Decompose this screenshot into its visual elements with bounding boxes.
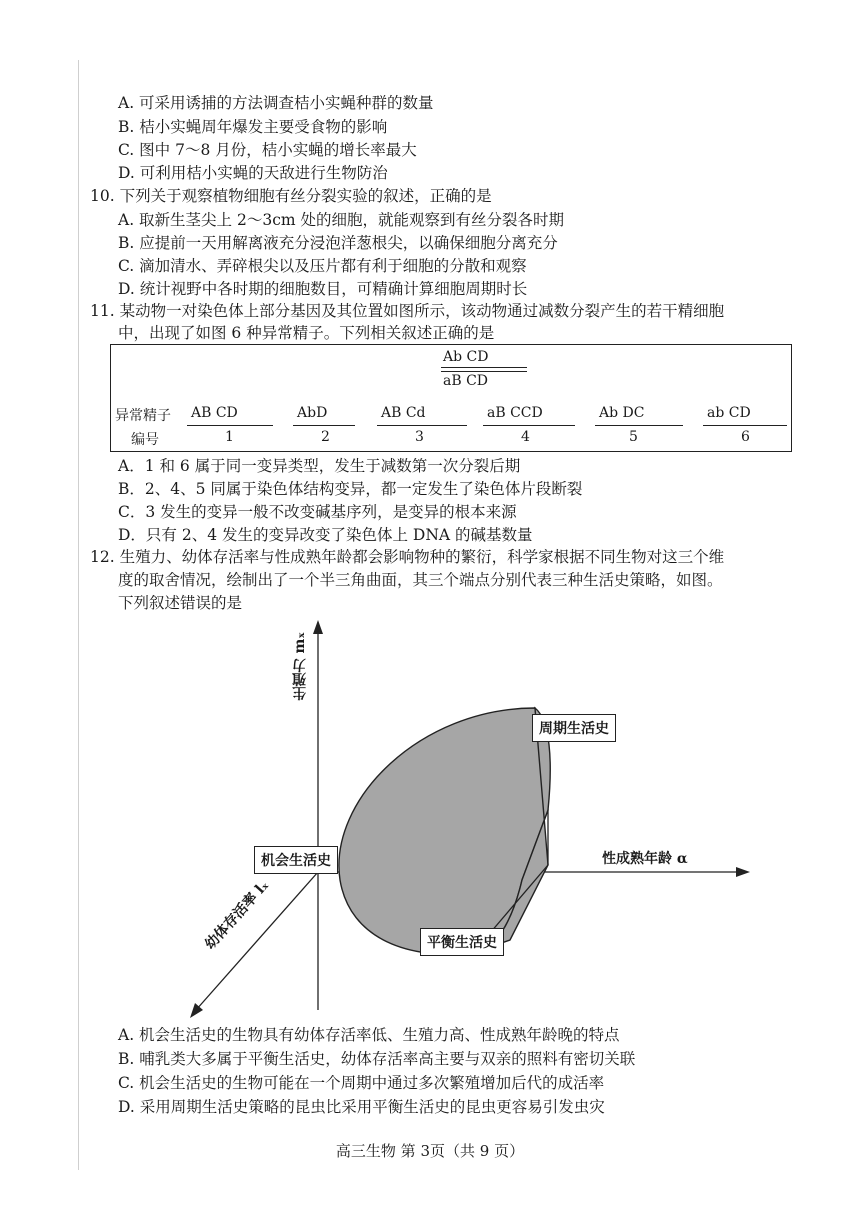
label-equilibrium: 平衡生活史 — [420, 928, 504, 956]
sperm-6-line — [703, 425, 787, 426]
sperm-5-line — [595, 425, 683, 426]
sperm-3: AB Cd — [381, 405, 426, 421]
q9-option-d: D. 可利用桔小实蝇的天敌进行生物防治 — [118, 164, 388, 182]
sperm-6: ab CD — [707, 405, 751, 421]
q11-option-b: B．2、4、5 同属于染色体结构变异，都一定发生了染色体片段断裂 — [118, 480, 583, 498]
label-periodic: 周期生活史 — [532, 714, 616, 742]
number-6: 6 — [741, 429, 750, 445]
chromosome-bottom: aB CD — [443, 373, 489, 389]
row-label-number: 编号 — [131, 432, 159, 448]
q12-option-c: C. 机会生活史的生物可能在一个周期中通过多次繁殖增加后代的成活率 — [118, 1074, 605, 1092]
sperm-2-line — [293, 425, 355, 426]
q10-option-d: D. 统计视野中各时期的细胞数目，可精确计算细胞周期时长 — [118, 280, 528, 298]
q10-option-a: A. 取新生茎尖上 2～3cm 处的细胞，就能观察到有丝分裂各时期 — [118, 211, 565, 229]
number-1: 1 — [225, 429, 234, 445]
y-axis-label: 生殖力 mₓ — [292, 632, 308, 701]
q9-option-b: B. 桔小实蝇周年爆发主要受食物的影响 — [118, 118, 388, 136]
margin-line — [78, 60, 79, 1170]
q11-stem-line1: 11. 某动物一对染色体上部分基因及其位置如图所示，该动物通过减数分裂产生的若干精细胞 — [90, 302, 725, 320]
chromosome-divider-1 — [441, 367, 527, 368]
y-axis-arrow — [313, 620, 323, 634]
page-footer: 高三生物 第 3页（共 9 页） — [335, 1142, 525, 1160]
sperm-4-line — [483, 425, 575, 426]
number-2: 2 — [321, 429, 330, 445]
q11-option-c: C．3 发生的变异一般不改变碱基序列，是变异的根本来源 — [118, 503, 517, 521]
sperm-4: aB CCD — [487, 405, 543, 421]
q12-option-d: D. 采用周期生活史策略的昆虫比采用平衡生活史的昆虫更容易引发虫灾 — [118, 1098, 605, 1116]
q9-option-a: A. 可采用诱捕的方法调查桔小实蝇种群的数量 — [118, 94, 434, 112]
number-3: 3 — [415, 429, 424, 445]
x-axis-label: 性成熟年龄 α — [602, 851, 688, 867]
sperm-1-line — [187, 425, 273, 426]
q12-option-b: B. 哺乳类大多属于平衡生活史，幼体存活率高主要与双亲的照料有密切关联 — [118, 1050, 636, 1068]
life-history-surface — [170, 610, 770, 1030]
z-axis-label: 幼体存活率 lₓ — [202, 877, 273, 953]
row-label-sperm: 异常精子 — [115, 408, 171, 424]
q12-diagram — [170, 610, 770, 1034]
q12-stem-line2: 度的取舍情况，绘制出了一个半三角曲面，其三个端点分别代表三种生活史策略，如图。 — [118, 571, 723, 589]
q11-option-d: D．只有 2、4 发生的变异改变了染色体上 DNA 的碱基数量 — [118, 526, 533, 544]
q9-option-c: C. 图中 7～8 月份，桔小实蝇的增长率最大 — [118, 141, 417, 159]
label-opportunistic: 机会生活史 — [254, 846, 338, 874]
q11-option-a: A．1 和 6 属于同一变异类型，发生于减数第一次分裂后期 — [118, 457, 521, 475]
x-axis-arrow — [736, 867, 750, 877]
q10-option-c: C. 滴加清水、弄碎根尖以及压片都有利于细胞的分散和观察 — [118, 257, 527, 275]
q10-option-b: B. 应提前一天用解离液充分浸泡洋葱根尖，以确保细胞分离充分 — [118, 234, 558, 252]
chromosome-top: Ab CD — [443, 349, 489, 365]
sperm-2: AbD — [297, 405, 328, 421]
q12-stem-line1: 12. 生殖力、幼体存活率与性成熟年龄都会影响物种的繁衍，科学家根据不同生物对这三个维 — [90, 548, 725, 566]
q12-option-a: A. 机会生活史的生物具有幼体存活率低、生殖力高、性成熟年龄晚的特点 — [118, 1026, 620, 1044]
q11-stem-line2: 中，出现了如图 6 种异常精子。下列相关叙述正确的是 — [118, 324, 495, 342]
q12-stem-line3: 下列叙述错误的是 — [118, 594, 243, 612]
q10-stem: 10. 下列关于观察植物细胞有丝分裂实验的叙述，正确的是 — [90, 187, 492, 205]
sperm-1: AB CD — [191, 405, 238, 421]
q11-figure — [110, 344, 792, 452]
sperm-3-line — [377, 425, 467, 426]
number-5: 5 — [629, 429, 638, 445]
number-4: 4 — [521, 429, 530, 445]
sperm-5: Ab DC — [599, 405, 645, 421]
